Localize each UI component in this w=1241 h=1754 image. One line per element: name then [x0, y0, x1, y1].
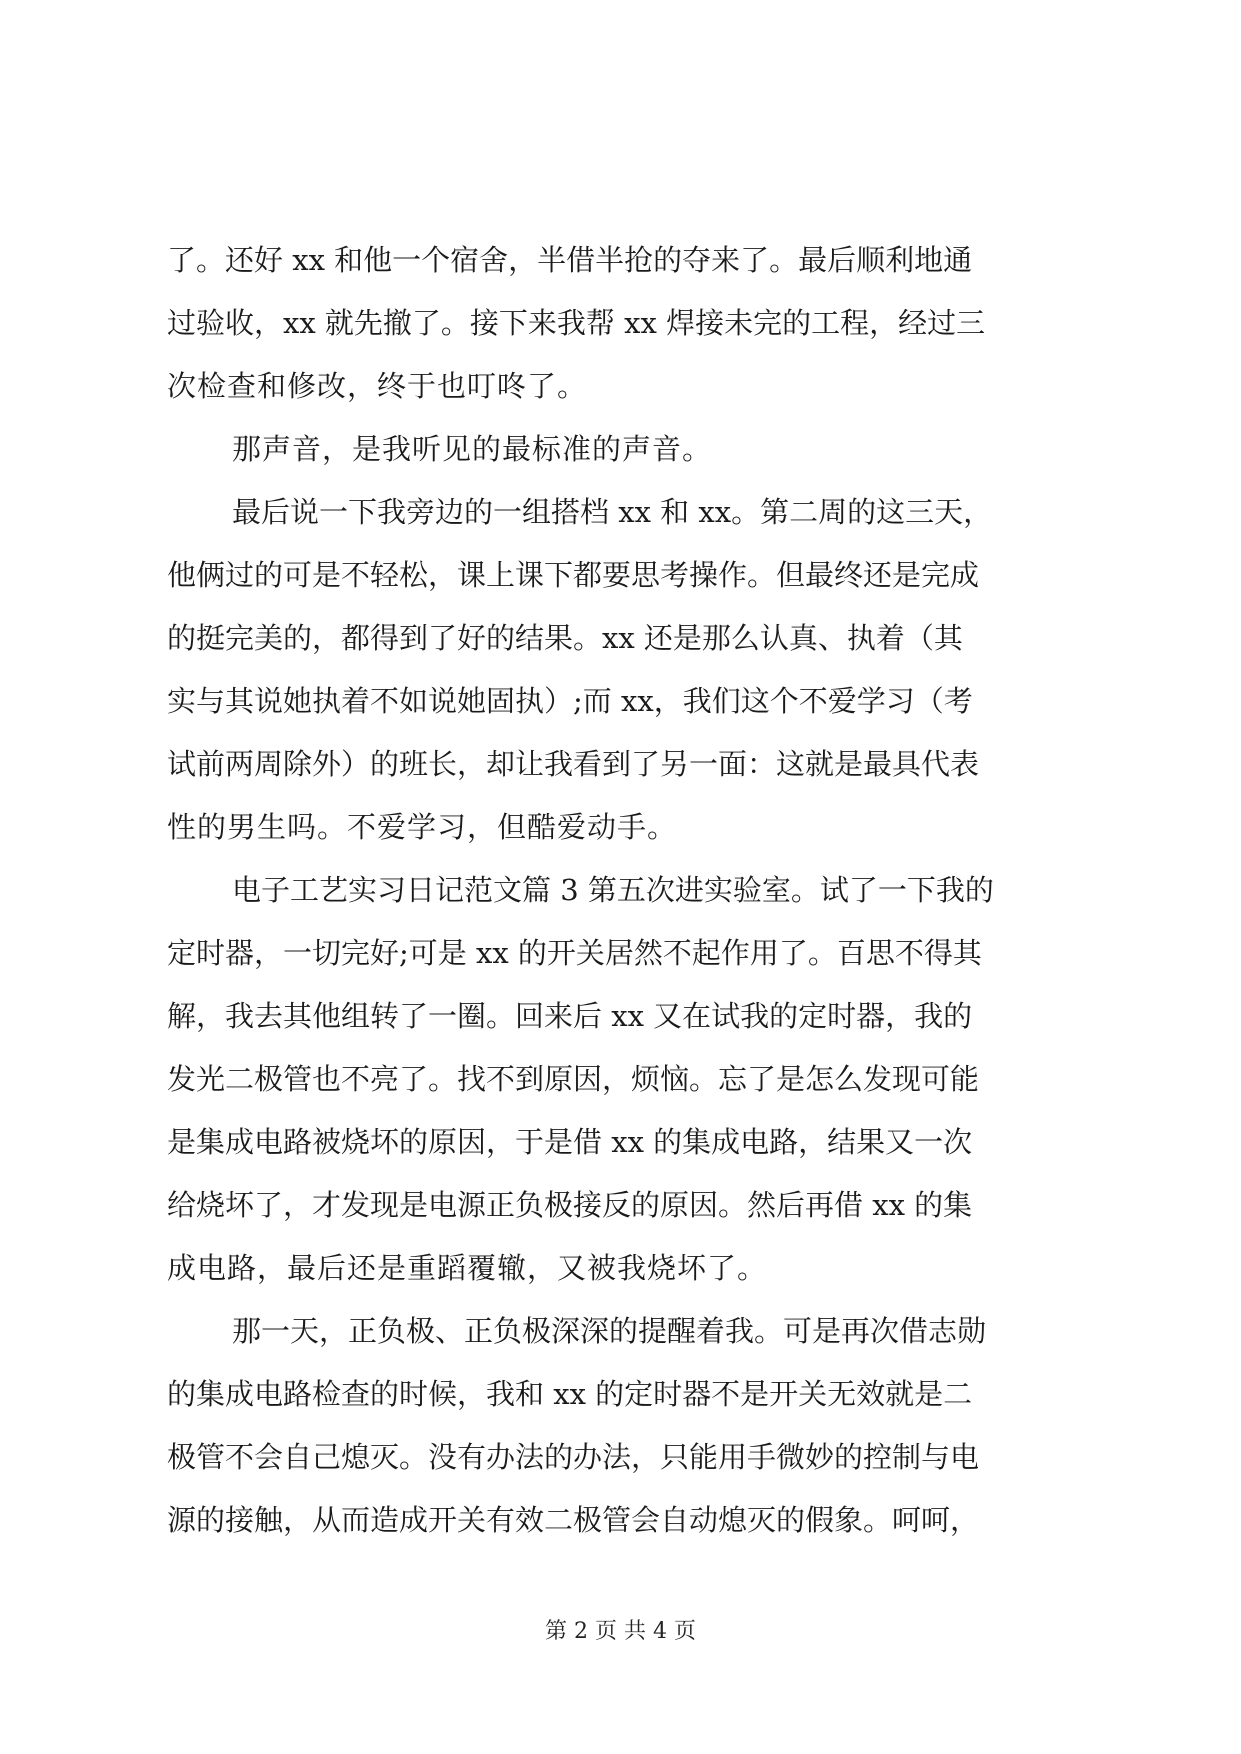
text-line: 极管不会自己熄灭。没有办法的办法，只能用手微妙的控制与电 — [167, 1440, 980, 1474]
body-text — [167, 229, 1087, 1552]
text-line: 实与其说她执着不如说她固执）;而 xx，我们这个不爱学习（考 — [167, 684, 973, 718]
text-line: 那一天，正负极、正负极深深的提醒着我。可是再次借志勋 — [232, 1314, 987, 1348]
page-footer: 第 2 页 共 4 页 — [545, 1619, 696, 1644]
text-line: 是集成电路被烧坏的原因，于是借 xx 的集成电路，结果又一次 — [167, 1125, 973, 1159]
text-line: 定时器，一切完好;可是 xx 的开关居然不起作用了。百思不得其 — [167, 936, 982, 970]
text-line: 给烧坏了，才发现是电源正负极接反的原因。然后再借 xx 的集 — [167, 1188, 973, 1222]
text-line: 了。还好 xx 和他一个宿舍，半借半抢的夺来了。最后顺利地通 — [167, 243, 973, 277]
text-line: 过验收，xx 就先撤了。接下来我帮 xx 焊接未完的工程，经过三 — [167, 306, 986, 340]
text-line: 试前两周除外）的班长，却让我看到了另一面：这就是最具代表 — [167, 747, 980, 781]
text-line: 发光二极管也不亮了。找不到原因，烦恼。忘了是怎么发现可能 — [167, 1062, 980, 1096]
text-line: 源的接触，从而造成开关有效二极管会自动熄灭的假象。呵呵， — [167, 1503, 980, 1537]
text-line: 性的男生吗。不爱学习，但酷爱动手。 — [167, 810, 678, 844]
text-line: 的挺完美的，都得到了好的结果。xx 还是那么认真、执着（其 — [167, 621, 963, 655]
text-line: 的集成电路检查的时候，我和 xx 的定时器不是开关无效就是二 — [167, 1377, 973, 1411]
text-line: 次检查和修改，终于也叮咚了。 — [167, 369, 588, 403]
text-line: 最后说一下我旁边的一组搭档 xx 和 xx。第二周的这三天， — [232, 495, 993, 529]
text-line: 成电路，最后还是重蹈覆辙，又被我烧坏了。 — [167, 1251, 768, 1285]
text-line: 那声音，是我听见的最标准的声音。 — [232, 432, 713, 466]
text-line: 他俩过的可是不轻松，课上课下都要思考操作。但最终还是完成 — [167, 558, 980, 592]
text-line: 电子工艺实习日记范文篇 3 第五次进实验室。试了一下我的 — [232, 873, 994, 907]
text-line: 解，我去其他组转了一圈。回来后 xx 又在试我的定时器，我的 — [167, 999, 973, 1033]
